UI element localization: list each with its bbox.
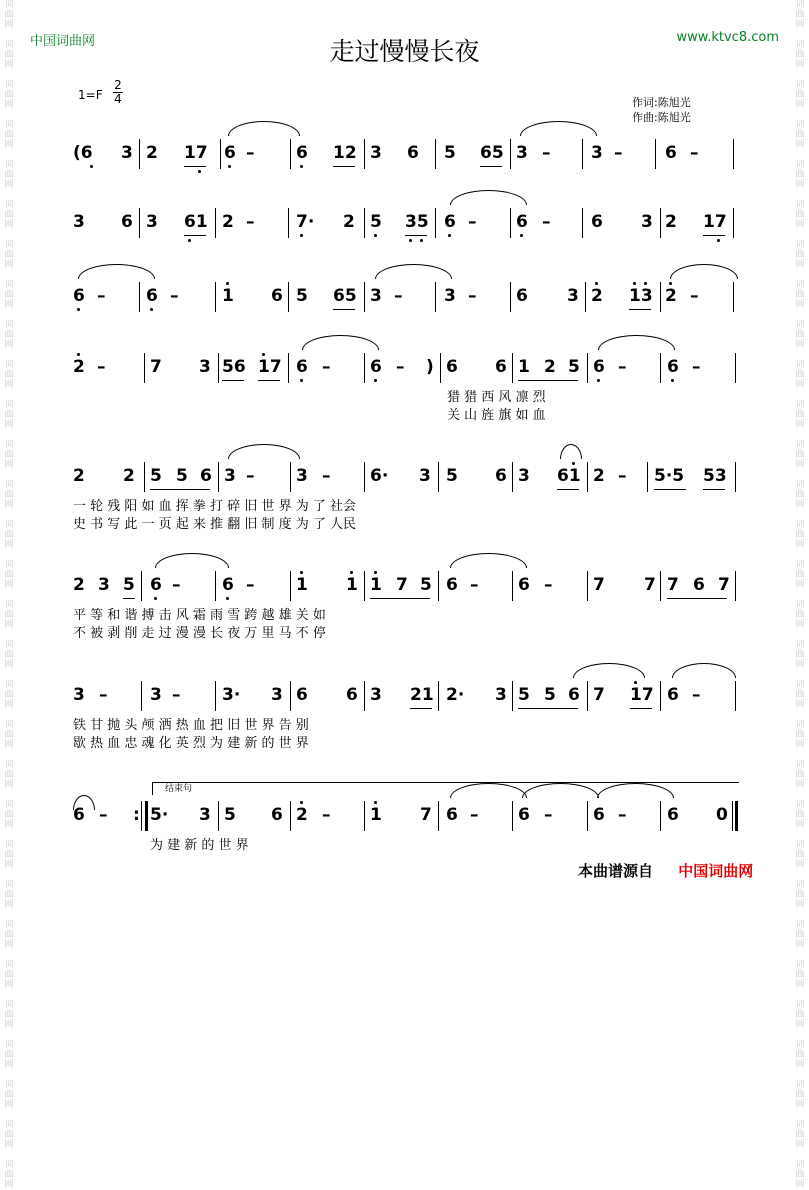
- lyric-line-2: 歇 热 血 忠 魂 化 英 烈 为 建 新 的 世 界: [73, 736, 309, 751]
- lyric-line-1: 平 等 和 谐 搏 击 风 霜 雨 雪 跨 越 雄 关 如: [73, 608, 326, 623]
- lyric-line-1: 一 轮 残 阳 如 血 挥 拳 打 碎 旧 世 界 为 了 社会: [73, 499, 356, 514]
- lyric-line-1: 为 建 新 的 世 界: [150, 838, 249, 853]
- staff-7: 3 – 3 – 3· 3 6 6 3 21 2· 3 5 5 6 7 17 6 – 铁 甘 抛 头 颅 洒 热 血 把 旧 世 界 告 别 歇 热 血 忠 魂 化 英 烈 为 建 新 的 世 界: [0, 685, 809, 725]
- ending-label: 结束句: [165, 784, 193, 794]
- time-signature-top: 2: [114, 78, 122, 92]
- composer-credit: 作曲:陈旭光: [632, 111, 691, 124]
- staff-1: (6 3 2 17 6 – 6 12 3 6 5 65 3 – 3 – 6 –: [0, 143, 809, 183]
- key-signature: 1=F: [78, 88, 103, 102]
- lyric-line-2: 史 书 写 此 一 页 起 来 推 翻 旧 制 度 为 了 人民: [73, 517, 356, 532]
- right-watermark: 词 曲 网 词 曲 网 词 曲 网 词 曲 网 词 曲 网 词 曲 网 词 曲 网 词 曲 网 词 曲 网 词 曲 网 词 曲 网 词 曲 网 词 曲 网 词 曲 网 词 曲 网 词 曲 网 词 曲 网 词 曲 网 词 曲 网 词 曲 网 词 曲 网 词 曲 网 词 曲 网 词 曲 网 词 曲 网 词 曲 网 词 曲 网 词 曲 网 词 曲 网 词 曲 网: [795, 0, 805, 1190]
- site-name-left[interactable]: 中国词曲网: [30, 34, 96, 49]
- lyric-line-1: 猎 猎 西 风 凛 烈: [447, 390, 546, 405]
- credits: [632, 95, 691, 125]
- song-title: 走过慢慢长夜: [329, 37, 480, 66]
- source-site-link[interactable]: 中国词曲网: [678, 862, 754, 880]
- staff-4: 2 – 7 3 56 17 6 – 6 – ) 6 6 1 2 5 6 – 6 – 猎 猎 西 风 凛 烈 关 山 旌 旗 如 血: [0, 357, 809, 397]
- source-credit: [578, 860, 753, 881]
- time-signature-bottom: 4: [114, 92, 122, 106]
- left-watermark: 词 曲 网 词 曲 网 词 曲 网 词 曲 网 词 曲 网 词 曲 网 词 曲 网 词 曲 网 词 曲 网 词 曲 网 词 曲 网 词 曲 网 词 曲 网 词 曲 网 词 曲 网 词 曲 网 词 曲 网 词 曲 网 词 曲 网 词 曲 网 词 曲 网 词 曲 网 词 曲 网 词 曲 网 词 曲 网 词 曲 网 词 曲 网 词 曲 网 词 曲 网 词 曲 网: [4, 0, 14, 1190]
- time-signature: [113, 80, 123, 105]
- site-url-right[interactable]: www.ktvc8.com: [676, 30, 779, 45]
- staff-8: 6 – : 5· 3 5 6 2 – 1 7 6 – 6 – 6 – 6 0 为 建 新 的 世 界: [0, 805, 809, 845]
- lyric-line-1: 铁 甘 抛 头 颅 洒 热 血 把 旧 世 界 告 别: [73, 718, 309, 733]
- lyric-line-2: 不 被 剥 削 走 过 漫 漫 长 夜 万 里 马 不 停: [73, 626, 326, 641]
- lyricist-credit: 作词:陈旭光: [632, 96, 691, 109]
- lyric-line-2: 关 山 旌 旗 如 血: [447, 408, 546, 423]
- staff-2: 3 6 3 61 2 – 7· 2 5 35 6 – 6 – 6 3 2 17: [0, 212, 809, 252]
- staff-5: 2 2 5 5 6 3 – 3 – 6· 3 5 6 3 61 2 – 5·5 53 一 轮 残 阳 如 血 挥 拳 打 碎 旧 世 界 为 了 社会 史 书 写 此 一 页 起 来 推 翻 旧 制 度 为 了 人民: [0, 466, 809, 506]
- source-prefix: 本曲谱源自: [578, 862, 654, 880]
- staff-6: 2 3 5 6 – 6 – 1 1 1 7 5 6 – 6 – 7 7 7 6 7 平 等 和 谐 搏 击 风 霜 雨 雪 跨 越 雄 关 如 不 被 剥 削 走 过 漫 漫 长 夜 万 里 马 不 停: [0, 575, 809, 615]
- staff-3: 6 – 6 – 1 6 5 65 3 – 3 – 6 3 2 13 2 –: [0, 286, 809, 326]
